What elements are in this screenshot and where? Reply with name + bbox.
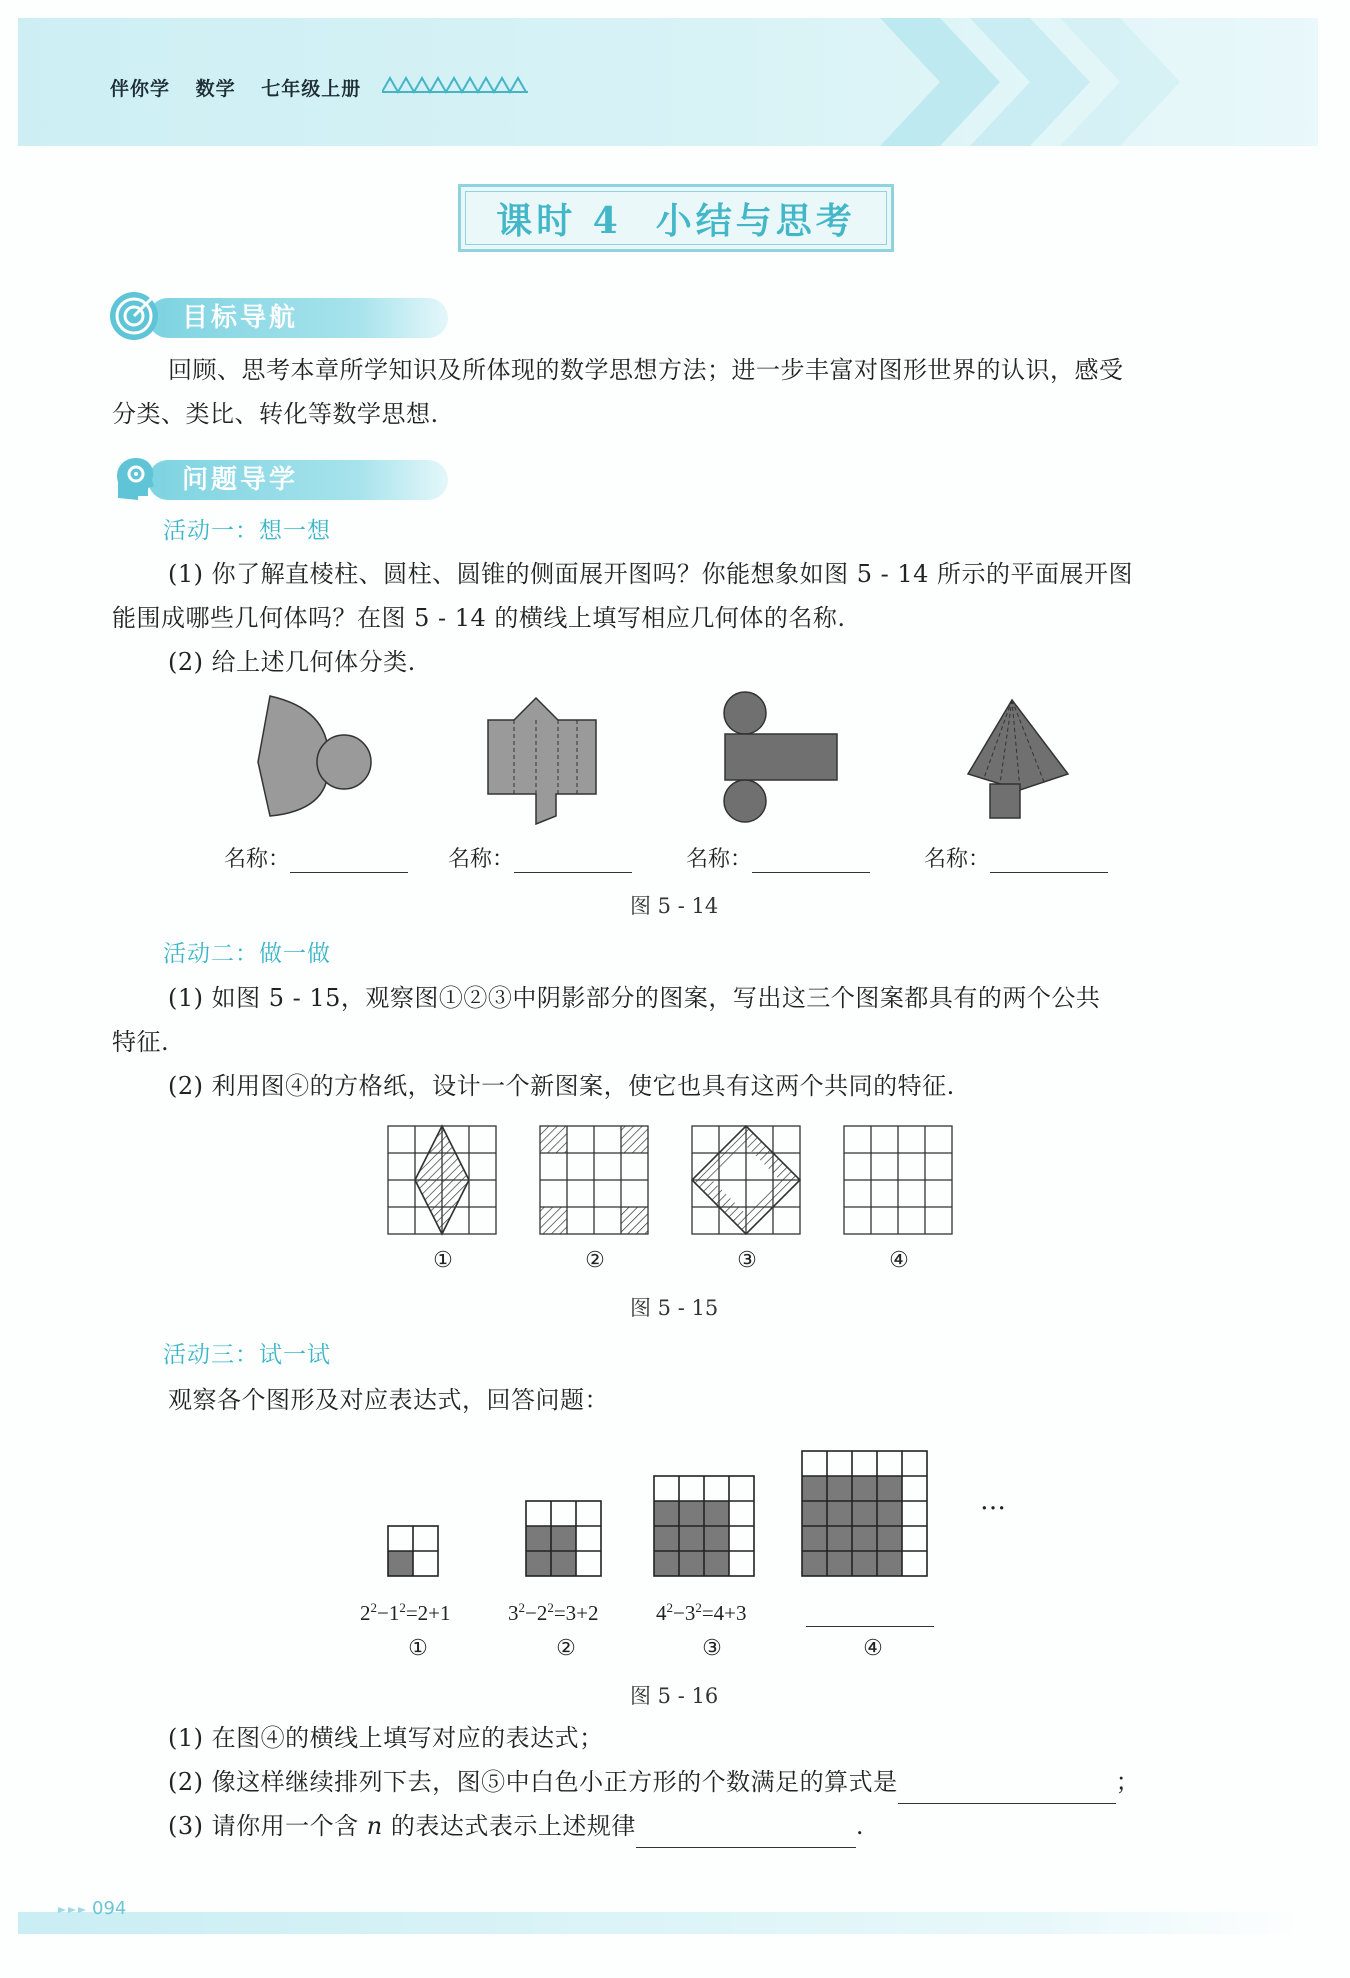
expr1-rhs: =2+1	[405, 1601, 451, 1625]
activity3-q3-pre: (3) 请你用一个含	[168, 1812, 359, 1840]
lesson-topic: 小结与思考	[655, 199, 856, 242]
activity3-q2-end: ；	[1115, 1768, 1141, 1796]
activity3-q2: (2) 像这样继续排列下去，图⑤中白色小正方形的个数满足的算式是	[168, 1768, 898, 1796]
grid-2	[540, 1126, 648, 1234]
fig15-label-3: ③	[737, 1248, 757, 1273]
goals-line-1: 回顾、思考本章所学知识及所体现的数学思想方法；进一步丰富对图形世界的认识，感受	[168, 356, 1124, 384]
expr3-sub: 3	[684, 1601, 696, 1625]
activity2-q1-line2: 特征.	[112, 1028, 170, 1056]
activity3-q1: (1) 在图④的横线上填写对应的表达式；	[168, 1724, 604, 1752]
activity3-q3-post: 的表达式表示上述规律	[390, 1812, 636, 1840]
goals-label: 目标导航	[182, 303, 299, 333]
expr3-base: 4	[656, 1601, 667, 1625]
figure-5-16-caption: 图 5 - 16	[630, 1684, 719, 1708]
guided-label: 问题导学	[182, 465, 299, 495]
name-field-2[interactable]	[448, 842, 632, 873]
name-label-2: 名称：	[448, 847, 515, 872]
page-arrow-icon	[58, 1904, 92, 1916]
goals-line-2: 分类、类比、转化等数学思想.	[112, 400, 439, 428]
square-grid-1	[388, 1526, 438, 1576]
expr1-sub: 1	[388, 1601, 400, 1625]
name-blank-4[interactable]	[990, 848, 1108, 873]
head-gear-icon	[108, 452, 160, 504]
activity3-q3-line	[112, 1804, 1252, 1848]
grid-1	[388, 1126, 496, 1234]
expr3-rhs: =4+3	[701, 1601, 747, 1625]
activity2-text	[112, 976, 1252, 1108]
name-blank-1[interactable]	[290, 848, 408, 873]
footer-band	[18, 1912, 1298, 1934]
grid-3	[692, 1126, 800, 1234]
prism-net-figure	[480, 690, 600, 826]
expr2-rhs: =3+2	[553, 1601, 599, 1625]
activity1-text	[112, 552, 1252, 684]
lesson-number: 课时 4	[496, 199, 622, 242]
expression-3: $4^2-3^2=4+3$	[656, 1600, 747, 1625]
expression-4-blank[interactable]	[806, 1600, 934, 1627]
lesson-title-box	[458, 184, 894, 252]
fig16-label-2: ②	[556, 1636, 576, 1661]
expression-2: $3^2-2^2=3+2$	[508, 1600, 599, 1625]
activity2-title: 活动二：做一做	[163, 941, 331, 967]
expr1-base: 2	[360, 1601, 371, 1625]
activity1-title: 活动一：想一想	[163, 518, 331, 544]
activity1-q1-line2: 能围成哪些几何体吗？在图 5 - 14 的横线上填写相应几何体的名称.	[112, 604, 846, 632]
variable-n: n	[366, 1812, 383, 1840]
goals-section-badge	[108, 290, 448, 342]
fig15-label-1: ①	[433, 1248, 453, 1273]
activity3-q3-end: .	[855, 1812, 865, 1840]
figure-5-15-caption: 图 5 - 15	[630, 1296, 719, 1320]
activity3-q2-line	[112, 1760, 1252, 1804]
activity1-q2: (2) 给上述几何体分类.	[168, 648, 416, 676]
q3-answer-blank[interactable]	[636, 1817, 856, 1848]
grid-4	[844, 1126, 952, 1234]
fig16-label-4: ④	[863, 1636, 883, 1661]
name-field-1[interactable]	[224, 842, 408, 873]
book-subject: 数学	[195, 78, 236, 100]
continuation-ellipsis: …	[980, 1486, 1006, 1516]
header-chevrons	[880, 18, 1300, 146]
name-blank-3[interactable]	[752, 848, 870, 873]
name-label-1: 名称：	[224, 847, 291, 872]
book-info	[110, 74, 379, 101]
square-grid-3	[654, 1476, 754, 1576]
square-grid-2	[526, 1501, 601, 1576]
name-field-3[interactable]	[686, 842, 870, 873]
activity3-title: 活动三：试一试	[163, 1342, 331, 1368]
q2-answer-blank[interactable]	[898, 1773, 1116, 1804]
name-label-4: 名称：	[924, 847, 991, 872]
expr2-sub: 2	[536, 1601, 548, 1625]
activity1-q1-line1: (1) 你了解直棱柱、圆柱、圆锥的侧面展开图吗？你能想象如图 5 - 14 所示的平面展开图	[168, 560, 1134, 588]
activity3-intro: 观察各个图形及对应表达式，回答问题：	[168, 1386, 609, 1414]
square-grid-4	[802, 1451, 927, 1576]
book-grade: 七年级上册	[261, 78, 362, 100]
page-number: 094	[92, 1898, 127, 1919]
cylinder-net-figure	[715, 690, 845, 830]
goals-text	[112, 348, 1252, 436]
figure-5-14-caption: 图 5 - 14	[630, 894, 719, 918]
activity3-questions	[112, 1716, 1252, 1848]
guided-section-badge	[108, 452, 448, 504]
expr2-base: 3	[508, 1601, 519, 1625]
fig16-label-1: ①	[408, 1636, 428, 1661]
pyramid-net-figure	[960, 698, 1076, 828]
name-label-3: 名称：	[686, 847, 753, 872]
fig15-label-4: ④	[889, 1248, 909, 1273]
fig15-label-2: ②	[585, 1248, 605, 1273]
book-series: 伴你学	[110, 78, 171, 100]
figure-5-16-squares	[380, 1446, 940, 1606]
name-field-4[interactable]	[924, 842, 1108, 873]
activity2-q1-line1: (1) 如图 5 - 15，观察图①②③中阴影部分的图案，写出这三个图案都具有的两个公共	[168, 984, 1101, 1012]
cone-net-figure	[250, 688, 390, 826]
target-icon	[108, 290, 160, 342]
activity2-q2: (2) 利用图④的方格纸，设计一个新图案，使它也具有这两个共同的特征.	[168, 1072, 955, 1100]
expression-1: $2^2-1^2=2+1$	[360, 1600, 451, 1625]
name-blank-2[interactable]	[514, 848, 632, 873]
activity3-intro-wrap	[112, 1378, 1252, 1422]
zigzag-decoration	[382, 76, 530, 94]
figure-5-15-grids	[384, 1122, 984, 1238]
fig16-label-3: ③	[702, 1636, 722, 1661]
